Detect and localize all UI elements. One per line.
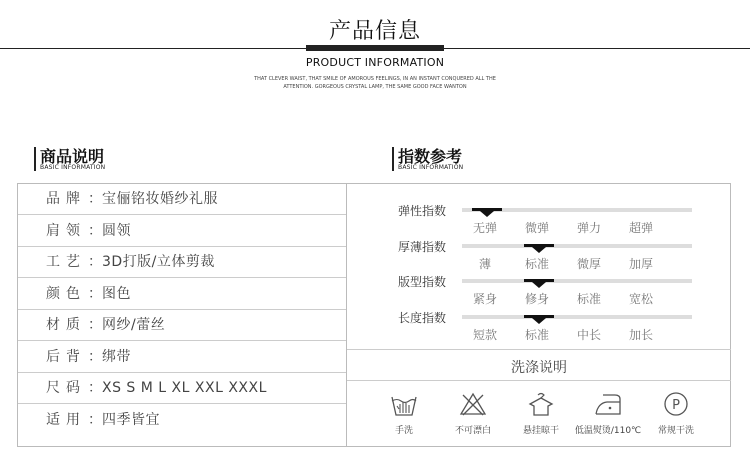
svg-text:P: P — [672, 398, 680, 413]
spec-key: 颜色 — [46, 285, 86, 302]
left-section-title: 商品说明 — [40, 147, 105, 166]
index-option: 超弹 — [628, 221, 653, 235]
hang-dry-icon — [526, 391, 556, 417]
right-section-marker — [392, 147, 394, 171]
index-label: 弹性指数 — [398, 204, 447, 218]
left-section-subtitle: BASIC INFORMATION — [40, 164, 106, 171]
care-item-low-iron — [573, 391, 643, 436]
care-item-dry-clean — [641, 391, 711, 436]
wash-title-divider — [347, 380, 731, 381]
index-option: 微弹 — [524, 221, 549, 235]
index-option: 弹力 — [576, 221, 601, 235]
spec-key: 工艺 — [46, 254, 86, 270]
spec-value: 图色 — [102, 285, 131, 302]
index-marker-pointer — [532, 247, 546, 253]
index-label: 厚薄指数 — [398, 239, 447, 254]
low-iron-icon — [593, 391, 623, 417]
spec-row — [18, 184, 346, 215]
page-subtitle: PRODUCT INFORMATION — [305, 56, 445, 69]
spec-row — [18, 216, 346, 247]
right-section-subtitle: BASIC INFORMATION — [398, 164, 464, 171]
table-divider — [346, 183, 347, 447]
index-track — [462, 315, 692, 319]
index-marker-pointer — [532, 318, 546, 324]
care-label-dry-clean: 常规干洗 — [657, 426, 694, 436]
index-option: 紧身 — [472, 292, 497, 306]
index-option: 标准 — [524, 327, 549, 342]
index-option: 微厚 — [576, 256, 601, 271]
spec-value: 绑带 — [102, 348, 131, 365]
header-accent-bar — [306, 45, 444, 51]
spec-key: 肩领 — [46, 222, 86, 239]
spec-value: 宝俪铭妆婚纱礼服 — [102, 191, 218, 207]
spec-key: 后背 — [46, 348, 86, 365]
index-option: 中长 — [576, 327, 601, 342]
spec-colon: ： — [88, 191, 102, 207]
spec-key: 尺码 — [46, 380, 86, 396]
index-option: 无弹 — [472, 221, 497, 235]
spec-row — [18, 373, 346, 404]
index-option: 标准 — [576, 292, 601, 306]
care-item-hang-dry — [506, 391, 576, 436]
page-title: 产品信息 — [328, 19, 421, 44]
index-label: 长度指数 — [398, 310, 447, 325]
spec-value: XS S M L XL XXL XXXL — [102, 380, 267, 396]
spec-colon: ： — [88, 254, 102, 270]
header-description-line-2: ATTENTION. GORGEOUS CRYSTAL LAMP, THE SAME GOOD FACE WANTON — [283, 84, 467, 90]
header-description — [225, 75, 525, 91]
dry-clean-icon — [661, 391, 691, 417]
spec-key: 品牌 — [46, 191, 86, 207]
header-description-line-1: THAT CLEVER WAIST, THAT SMILE OF AMOROUS FEELINGS, IN AN INSTANT CONQUERED ALL THE — [254, 76, 496, 82]
spec-key: 材质 — [46, 317, 86, 333]
spec-value: 网纱/蕾丝 — [102, 317, 166, 333]
washing-title: 洗涤说明 — [511, 360, 567, 376]
spec-value: 四季皆宜 — [102, 411, 160, 428]
spec-colon: ： — [88, 222, 102, 239]
index-option: 修身 — [524, 292, 549, 306]
left-section-marker — [34, 147, 36, 171]
index-option: 加长 — [628, 327, 653, 342]
no-bleach-icon — [458, 391, 488, 417]
care-label-hand-wash: 手洗 — [394, 426, 413, 436]
care-label-no-bleach: 不可漂白 — [454, 426, 491, 436]
spec-key: 适用 — [46, 411, 86, 428]
index-marker-pointer — [480, 211, 494, 217]
index-option: 宽松 — [628, 292, 653, 306]
spec-value: 3D打版/立体剪裁 — [102, 254, 215, 270]
hand-wash-icon — [389, 391, 419, 417]
spec-colon: ： — [88, 380, 102, 396]
spec-colon: ： — [88, 285, 102, 302]
index-track — [462, 279, 692, 283]
index-marker-pointer — [532, 282, 546, 288]
index-label: 版型指数 — [398, 275, 447, 289]
spec-row — [18, 247, 346, 278]
index-option: 标准 — [524, 256, 549, 271]
spec-colon: ： — [88, 348, 102, 365]
spec-row — [18, 310, 346, 341]
care-label-hang-dry: 悬挂晾干 — [522, 426, 559, 436]
care-item-no-bleach — [438, 391, 508, 436]
spec-colon: ： — [88, 411, 102, 428]
care-item-hand-wash — [369, 391, 439, 436]
care-label-low-iron: 低温熨烫/110℃ — [574, 426, 642, 436]
index-option: 短款 — [472, 327, 497, 342]
spec-colon: ： — [88, 317, 102, 333]
right-section-title: 指数参考 — [398, 147, 463, 166]
index-option: 加厚 — [628, 256, 653, 271]
spec-value: 圆领 — [102, 222, 131, 239]
index-track — [462, 244, 692, 248]
index-bottom-divider — [347, 349, 731, 350]
spec-row — [18, 342, 346, 373]
index-option: 薄 — [478, 256, 491, 271]
spec-row — [18, 405, 346, 436]
spec-row — [18, 279, 346, 310]
